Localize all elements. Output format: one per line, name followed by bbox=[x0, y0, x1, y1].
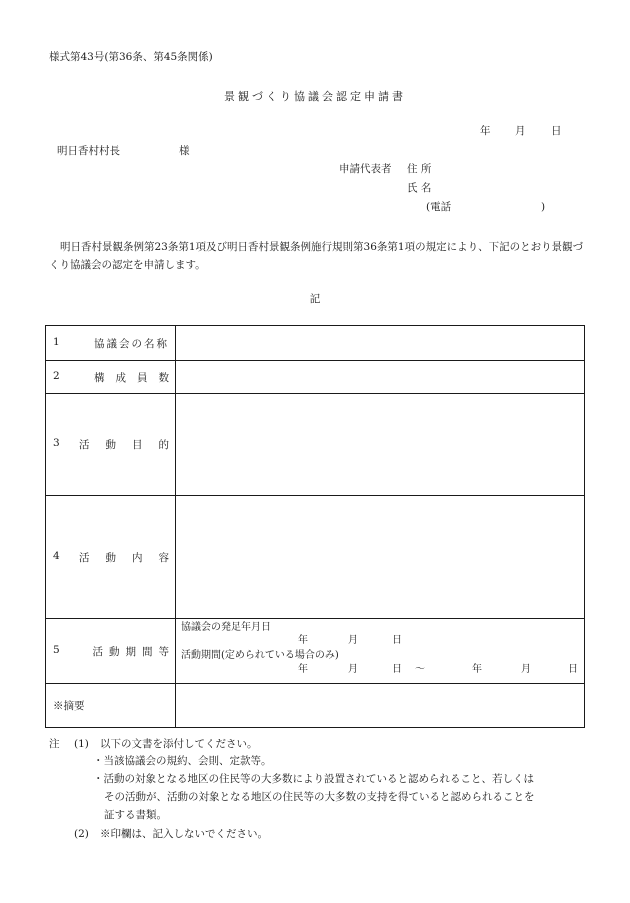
addressee-honorific: 様 bbox=[179, 145, 190, 157]
period-start-day: 日 bbox=[392, 664, 402, 675]
table-row bbox=[46, 684, 585, 728]
period-start-month: 月 bbox=[348, 664, 358, 675]
table-row bbox=[46, 361, 585, 394]
founding-date-label: 協議会の発足年月日 bbox=[181, 622, 271, 633]
note-2-text: ※印欄は、記入しないでください。 bbox=[100, 828, 268, 840]
activity-period-field[interactable] bbox=[176, 619, 585, 684]
date-day-label: 日 bbox=[551, 125, 562, 137]
table-row bbox=[46, 496, 585, 619]
founding-year: 年 bbox=[298, 635, 308, 646]
remarks-field bbox=[176, 684, 585, 728]
period-start-year: 年 bbox=[298, 664, 308, 675]
row-label-text: 構成員数 bbox=[94, 371, 180, 384]
body-paragraph: 明日香村景観条例第23条第1項及び明日香村景観条例施行規則第36条第1項の規定により、下記のとおり景観づくり協議会の認定を申請します。 bbox=[49, 241, 584, 271]
date-year-label: 年 bbox=[480, 125, 491, 137]
note-2-number: (2) bbox=[74, 828, 89, 840]
applicant-block bbox=[0, 162, 630, 222]
note-1-number: (1) bbox=[74, 738, 89, 750]
addressee bbox=[57, 144, 190, 158]
table-row bbox=[46, 619, 585, 684]
row-label-text: 協議会の名称 bbox=[94, 337, 169, 350]
remarks-label-text: ※摘要 bbox=[53, 700, 85, 712]
row-label-text: 活動内容 bbox=[79, 551, 185, 564]
note-1-text: 以下の文書を添付してください。 bbox=[100, 738, 258, 750]
row-label: 4 活動内容 bbox=[46, 496, 176, 619]
row-label: 1 協議会の名称 bbox=[46, 326, 176, 361]
period-tilde: ～ bbox=[415, 664, 425, 675]
form-number: 様式第43号(第36条、第45条関係) bbox=[49, 51, 213, 63]
note-bullet-2-line-1: ・活動の対象となる地区の住民等の大多数により設置されていると認められること、若しくは bbox=[93, 773, 534, 785]
applicant-role: 申請代表者 bbox=[339, 163, 392, 175]
row-label-text: 活動目的 bbox=[79, 439, 185, 451]
association-name-field[interactable] bbox=[176, 326, 585, 361]
note-bullet-2-line-2: その活動が、活動の対象となる地区の住民等の大多数の支持を得ていると認められることを bbox=[104, 791, 535, 803]
addressee-name: 明日香村村長 bbox=[57, 145, 120, 157]
notes bbox=[49, 737, 589, 847]
table-row bbox=[46, 326, 585, 361]
date-month-label: 月 bbox=[515, 125, 526, 137]
member-count-field[interactable] bbox=[176, 361, 585, 394]
activity-content-field[interactable] bbox=[176, 496, 585, 619]
period-end-month: 月 bbox=[521, 664, 531, 675]
row-label: 3 活動目的 bbox=[46, 394, 176, 496]
notes-prefix: 注 bbox=[49, 738, 60, 750]
document-title: 景観づくり協議会認定申請書 bbox=[224, 90, 406, 103]
activity-period-label: 活動期間(定められている場合のみ) bbox=[181, 650, 339, 661]
phone-close: ) bbox=[541, 201, 546, 213]
phone-label: (電話 bbox=[426, 201, 452, 213]
note-bullet-1: ・当該協議会の規約、会則、定款等。 bbox=[93, 755, 272, 767]
row-label-text: 活動期間等 bbox=[92, 645, 175, 658]
table-row bbox=[46, 394, 585, 496]
activity-purpose-field[interactable] bbox=[176, 394, 585, 496]
period-end-year: 年 bbox=[472, 664, 482, 675]
period-end-day: 日 bbox=[568, 664, 578, 675]
address-label: 住 所 bbox=[407, 163, 432, 175]
founding-day: 日 bbox=[392, 635, 402, 646]
row-label: 5 活動期間等 bbox=[46, 619, 176, 684]
name-label: 氏 名 bbox=[407, 182, 432, 194]
remarks-label bbox=[46, 684, 176, 728]
note-bullet-2-line-3: 証する書類。 bbox=[104, 809, 167, 821]
ki-heading: 記 bbox=[309, 293, 321, 305]
founding-month: 月 bbox=[348, 635, 358, 646]
row-label: 2 構成員数 bbox=[46, 361, 176, 394]
form-table bbox=[45, 325, 585, 728]
